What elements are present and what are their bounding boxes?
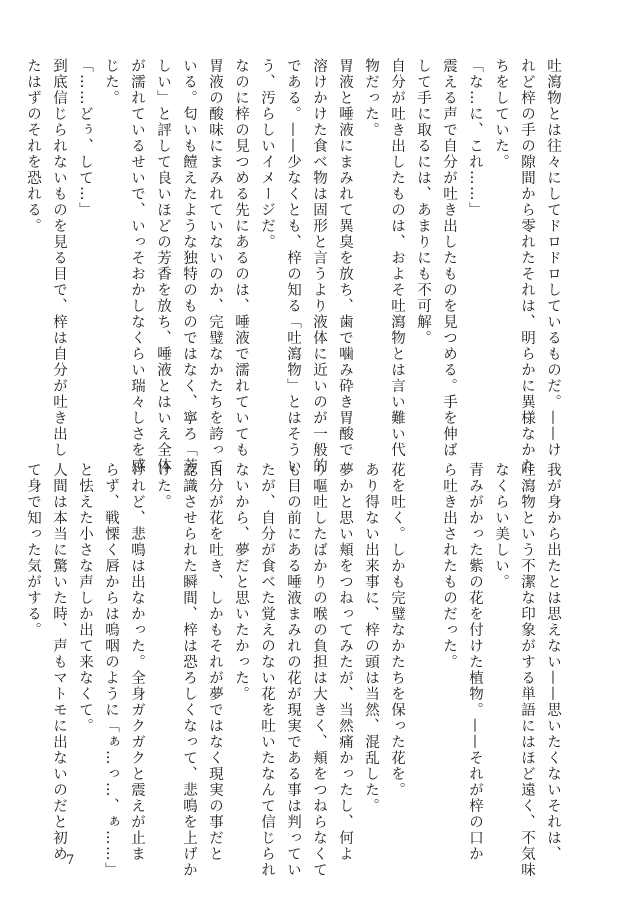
text-line: 胃液と唾液にまみれて異臭を放ち、歯で噛み砕き胃酸で [337, 58, 353, 458]
text-line: が濡れているせいで、いっそおかしなくらい瑞々しさを感 [129, 58, 145, 474]
text-line: ちをしていた。 [493, 58, 509, 170]
text-line: 物だった。 [363, 58, 379, 138]
text-line [410, 462, 436, 832]
text-line: ないから、夢だと思いたかった。 [233, 462, 249, 702]
page-number: 7 [66, 853, 75, 868]
text-line: 溶けかけた食べ物は固形と言うより液体に近いのが一般的 [311, 58, 327, 474]
text-line: も目の前にある唾液まみれの花が現実である事は判ってい [285, 462, 301, 878]
text-block-bottom [20, 462, 566, 878]
text-line: 人間は本当に驚いた時、声もマトモに出ないのだと初め [51, 462, 67, 862]
text-line: 胃液の酸味にまみれていないのか、完璧なかたちを誇って [207, 58, 223, 474]
text-line: て身で知った気がする。 [25, 462, 41, 638]
text-line: じた。 [103, 58, 119, 106]
text-line: と怯えた小さな声しか出て来なくて。 [77, 462, 93, 734]
text-line: 震える声で自分が吐き出したものを見つめる。手を伸ば [441, 58, 457, 458]
text-block-top [20, 58, 566, 474]
text-line: 吐瀉物とは往々にしてドロドロしているものだ。——け [545, 58, 561, 458]
text-line: ら吐き出されたものだった。 [441, 462, 457, 670]
text-line: れど梓の手の隙間から零れたそれは、明らかに異様なかた [519, 58, 535, 474]
text-line: り嘔吐したばかりの喉の負担は大きく、頬をつねらなくて [311, 462, 327, 878]
text-line: 青みがかった紫の花を付けた植物。——それが梓の口か [467, 462, 483, 862]
text-line: なくらい美しい。 [493, 462, 509, 590]
text-line: 自分が花を吐き、しかもそれが夢ではなく現実の事だと [207, 462, 223, 862]
text-line: 到底信じられないものを見る目で、梓は自分が吐き出し [51, 58, 67, 458]
text-line: である。——少なくとも、梓の知る「吐瀉物」とはそうい [285, 58, 301, 474]
text-line: 夢かと思い頬をつねってみたが、当然痛かったし、何よ [337, 462, 353, 862]
text-line: けれど、悲鳴は出なかった。全身ガクガクと震えが止ま [129, 462, 145, 862]
text-line: らず、戦慄く唇からは嗚咽のように「ぁ…っ…、ぁ……」 [103, 462, 119, 878]
text-line: 吐瀉物という不潔な印象がする単語にはほど遠く、不気味 [519, 462, 535, 878]
text-line: 「な…に、これ……」 [467, 58, 483, 218]
text-line: 我が身から出たとは思えない——思いたくないそれは、 [545, 462, 561, 862]
text-line: なのに梓の見つめる先にあるのは、唾液で濡れていても [233, 58, 249, 458]
text-line: 認識させられた瞬間、梓は恐ろしくなって、悲鳴を上げか [181, 462, 197, 878]
text-line: しい」と評して良いほどの芳香を放ち、唾液とはいえ全体 [155, 58, 171, 474]
text-line: たはずのそれを恐れる。 [25, 58, 41, 234]
text-line: して手に取るには、あまりにも不可解。 [415, 58, 431, 346]
text-line: けた。 [155, 462, 171, 510]
text-line: 「……どぅ、して…」 [77, 58, 93, 218]
text-line: 花を吐く。しかも完璧なかたちを保った花を。 [389, 462, 405, 798]
text-line: 自分が吐き出したものは、およそ吐瀉物とは言い難い代 [389, 58, 405, 458]
text-line: たが、自分が食べた覚えのない花を吐いたなんて信じられ [259, 462, 275, 878]
text-line: いる。匂いも饐えたような独特のものではなく、寧ろ「芳 [181, 58, 197, 474]
text-line: う、汚らしいイメージだ。 [259, 58, 275, 250]
text-line: あり得ない出来事に、梓の頭は当然、混乱した。 [363, 462, 379, 814]
